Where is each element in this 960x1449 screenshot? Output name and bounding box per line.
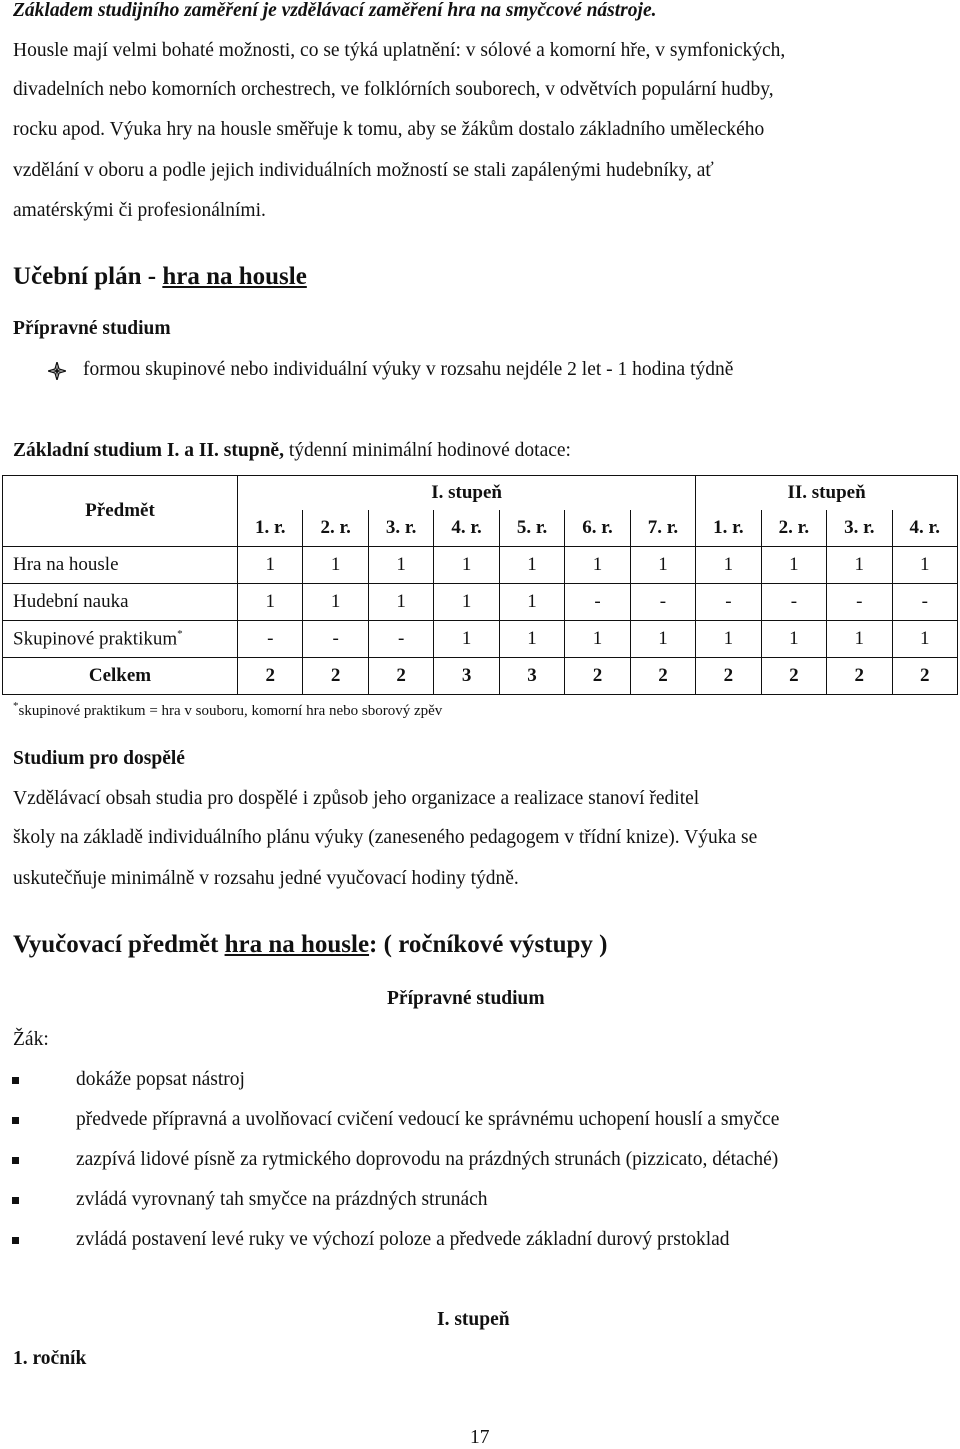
table-cell: 2 [303, 658, 368, 695]
table-cell: 2 [827, 658, 892, 695]
table-cell: 1 [827, 547, 892, 584]
year-header: 3. r. [827, 510, 892, 547]
table-cell: 1 [368, 584, 433, 621]
table-cell: 3 [434, 658, 499, 695]
outcome-item [76, 1109, 779, 1131]
prep-item-text: formou skupinové nebo individuální výuky v rozsahu nejdéle 2 let - 1 hodina týdně [83, 359, 734, 380]
table-cell: - [761, 584, 826, 621]
outcome-item [76, 1229, 730, 1251]
table-cell: 1 [303, 547, 368, 584]
table-cell: 1 [630, 547, 695, 584]
footnote-text: skupinové praktikum = hra v souboru, komorní hra nebo sborový zpěv [18, 703, 443, 719]
row-subject: Hra na housle [3, 547, 238, 584]
year-header: 3. r. [368, 510, 433, 547]
table-cell: - [892, 584, 957, 621]
subject-header: Předmět [3, 476, 238, 547]
table-row [3, 584, 958, 621]
stage1-header: I. stupeň [238, 476, 696, 511]
stage2-header: II. stupeň [696, 476, 958, 511]
footnote-mark: * [13, 700, 19, 712]
adult-line-3: uskutečňuje minimálně v rozsahu jedné vyučovací hodiny týdně. [13, 868, 519, 889]
plan-title [13, 263, 307, 291]
intro-first-line: Základem studijního zaměření je vzdělávací zaměření hra na smyčcové nástroje. [13, 0, 657, 21]
row-subject-label: Skupinové praktikum [13, 628, 178, 650]
year-header: 4. r. [434, 510, 499, 547]
intro-line-1: Housle mají velmi bohaté možnosti, co se týká uplatnění: v sólové a komorní hře, v symfonických, [13, 40, 786, 61]
subject-title-name: hra na housle [224, 931, 370, 958]
prep-item [48, 359, 733, 381]
subject-title-suffix: : ( ročníkové výstupy ) [369, 931, 608, 958]
year-header: 6. r. [565, 510, 630, 547]
table-cell: 1 [892, 547, 957, 584]
outcome-text: zvládá vyrovnaný tah smyčce na prázdných strunách [76, 1189, 488, 1210]
table-cell: 1 [238, 584, 303, 621]
square-bullet-icon [12, 1237, 19, 1244]
outcome-item [76, 1069, 245, 1091]
basic-heading-bold: Základní studium I. a II. stupně, [13, 440, 284, 461]
table-cell: 1 [696, 547, 761, 584]
square-bullet-icon [12, 1117, 19, 1124]
adult-line-2: školy na základě individuálního plánu výuky (zaneseného pedagogem v třídní knize). Výuka se [13, 827, 758, 848]
year-heading: 1. ročník [13, 1348, 87, 1369]
table-cell: - [696, 584, 761, 621]
table-cell: 1 [434, 584, 499, 621]
outcome-text: zazpívá lidové písně za rytmického doprovodu na prázdných strunách (pizzicato, détaché) [76, 1149, 779, 1170]
table-cell: 1 [303, 584, 368, 621]
table-cell: 1 [696, 621, 761, 658]
table-cell: 2 [892, 658, 957, 695]
table-cell: 3 [499, 658, 564, 695]
table-cell: 2 [565, 658, 630, 695]
table-cell: 1 [761, 547, 826, 584]
year-header: 1. r. [696, 510, 761, 547]
intro-line-5: amatérskými či profesionálními. [13, 200, 266, 221]
table-footnote [13, 700, 442, 720]
year-header: 4. r. [892, 510, 957, 547]
outcome-text: předvede přípravná a uvolňovací cvičení vedoucí ke správnému uchopení houslí a smyčce [76, 1109, 780, 1130]
adult-heading: Studium pro dospělé [13, 748, 185, 769]
table-cell: 1 [499, 621, 564, 658]
table-cell: 1 [499, 547, 564, 584]
subject-prep-heading: Přípravné studium [387, 988, 545, 1009]
table-cell: - [827, 584, 892, 621]
table-cell: 1 [630, 621, 695, 658]
table-cell: 1 [565, 547, 630, 584]
row-subject [3, 621, 238, 658]
year-header: 2. r. [761, 510, 826, 547]
table-cell: - [238, 621, 303, 658]
intro-line-3: rocku apod. Výuka hry na housle směřuje k tomu, aby se žákům dostalo základního uměleckého [13, 119, 765, 140]
table-cell: - [565, 584, 630, 621]
adult-line-1: Vzdělávací obsah studia pro dospělé i způsob jeho organizace a realizace stanoví ředitel [13, 788, 700, 809]
plan-title-prefix: Učební plán - [13, 263, 163, 290]
outcome-item [76, 1189, 488, 1211]
table-row [3, 621, 958, 658]
basic-heading-rest: týdenní minimální hodinové dotace: [283, 440, 571, 461]
year-header: 7. r. [630, 510, 695, 547]
intro-line-4: vzdělání v oboru a podle jejich individuálních možností se stali zapálenými hudebníky, ať [13, 160, 714, 181]
table-cell: - [630, 584, 695, 621]
page-number: 17 [470, 1427, 490, 1448]
square-bullet-icon [12, 1077, 19, 1084]
year-header: 1. r. [238, 510, 303, 547]
outcome-item [76, 1149, 778, 1171]
table-header-row [3, 476, 958, 511]
subject-title [13, 931, 607, 959]
table-cell: 1 [434, 621, 499, 658]
pupil-label: Žák: [13, 1029, 49, 1050]
year-header: 5. r. [499, 510, 564, 547]
footnote-mark: * [177, 627, 183, 640]
intro-line-2: divadelních nebo komorních orchestrech, ve folklórních souborech, v odvětvích populární hudby, [13, 79, 774, 100]
plan-title-subject: hra na housle [162, 263, 307, 290]
diamond-bullet-icon [48, 362, 66, 380]
table-cell: 2 [238, 658, 303, 695]
outcome-text: zvládá postavení levé ruky ve výchozí poloze a předvede základní durový prstoklad [76, 1229, 730, 1250]
table-cell: 1 [892, 621, 957, 658]
plan-table [2, 475, 958, 695]
table-cell: 2 [368, 658, 433, 695]
outcome-text: dokáže popsat nástroj [76, 1069, 245, 1090]
table-row [3, 547, 958, 584]
table-cell: 2 [761, 658, 826, 695]
square-bullet-icon [12, 1197, 19, 1204]
stage-heading: I. stupeň [437, 1309, 510, 1330]
table-cell: 1 [827, 621, 892, 658]
table-cell: 1 [368, 547, 433, 584]
year-header: 2. r. [303, 510, 368, 547]
prep-heading: Přípravné studium [13, 318, 171, 339]
table-cell: 2 [630, 658, 695, 695]
subject-title-prefix: Vyučovací předmět [13, 931, 225, 958]
table-cell: 2 [696, 658, 761, 695]
basic-heading [13, 440, 571, 462]
table-cell: 1 [434, 547, 499, 584]
table-cell: - [368, 621, 433, 658]
row-subject: Celkem [3, 658, 238, 695]
table-cell: - [303, 621, 368, 658]
table-cell: 1 [499, 584, 564, 621]
square-bullet-icon [12, 1157, 19, 1164]
row-subject: Hudební nauka [3, 584, 238, 621]
table-cell: 1 [238, 547, 303, 584]
table-total-row [3, 658, 958, 695]
table-cell: 1 [565, 621, 630, 658]
table-cell: 1 [761, 621, 826, 658]
